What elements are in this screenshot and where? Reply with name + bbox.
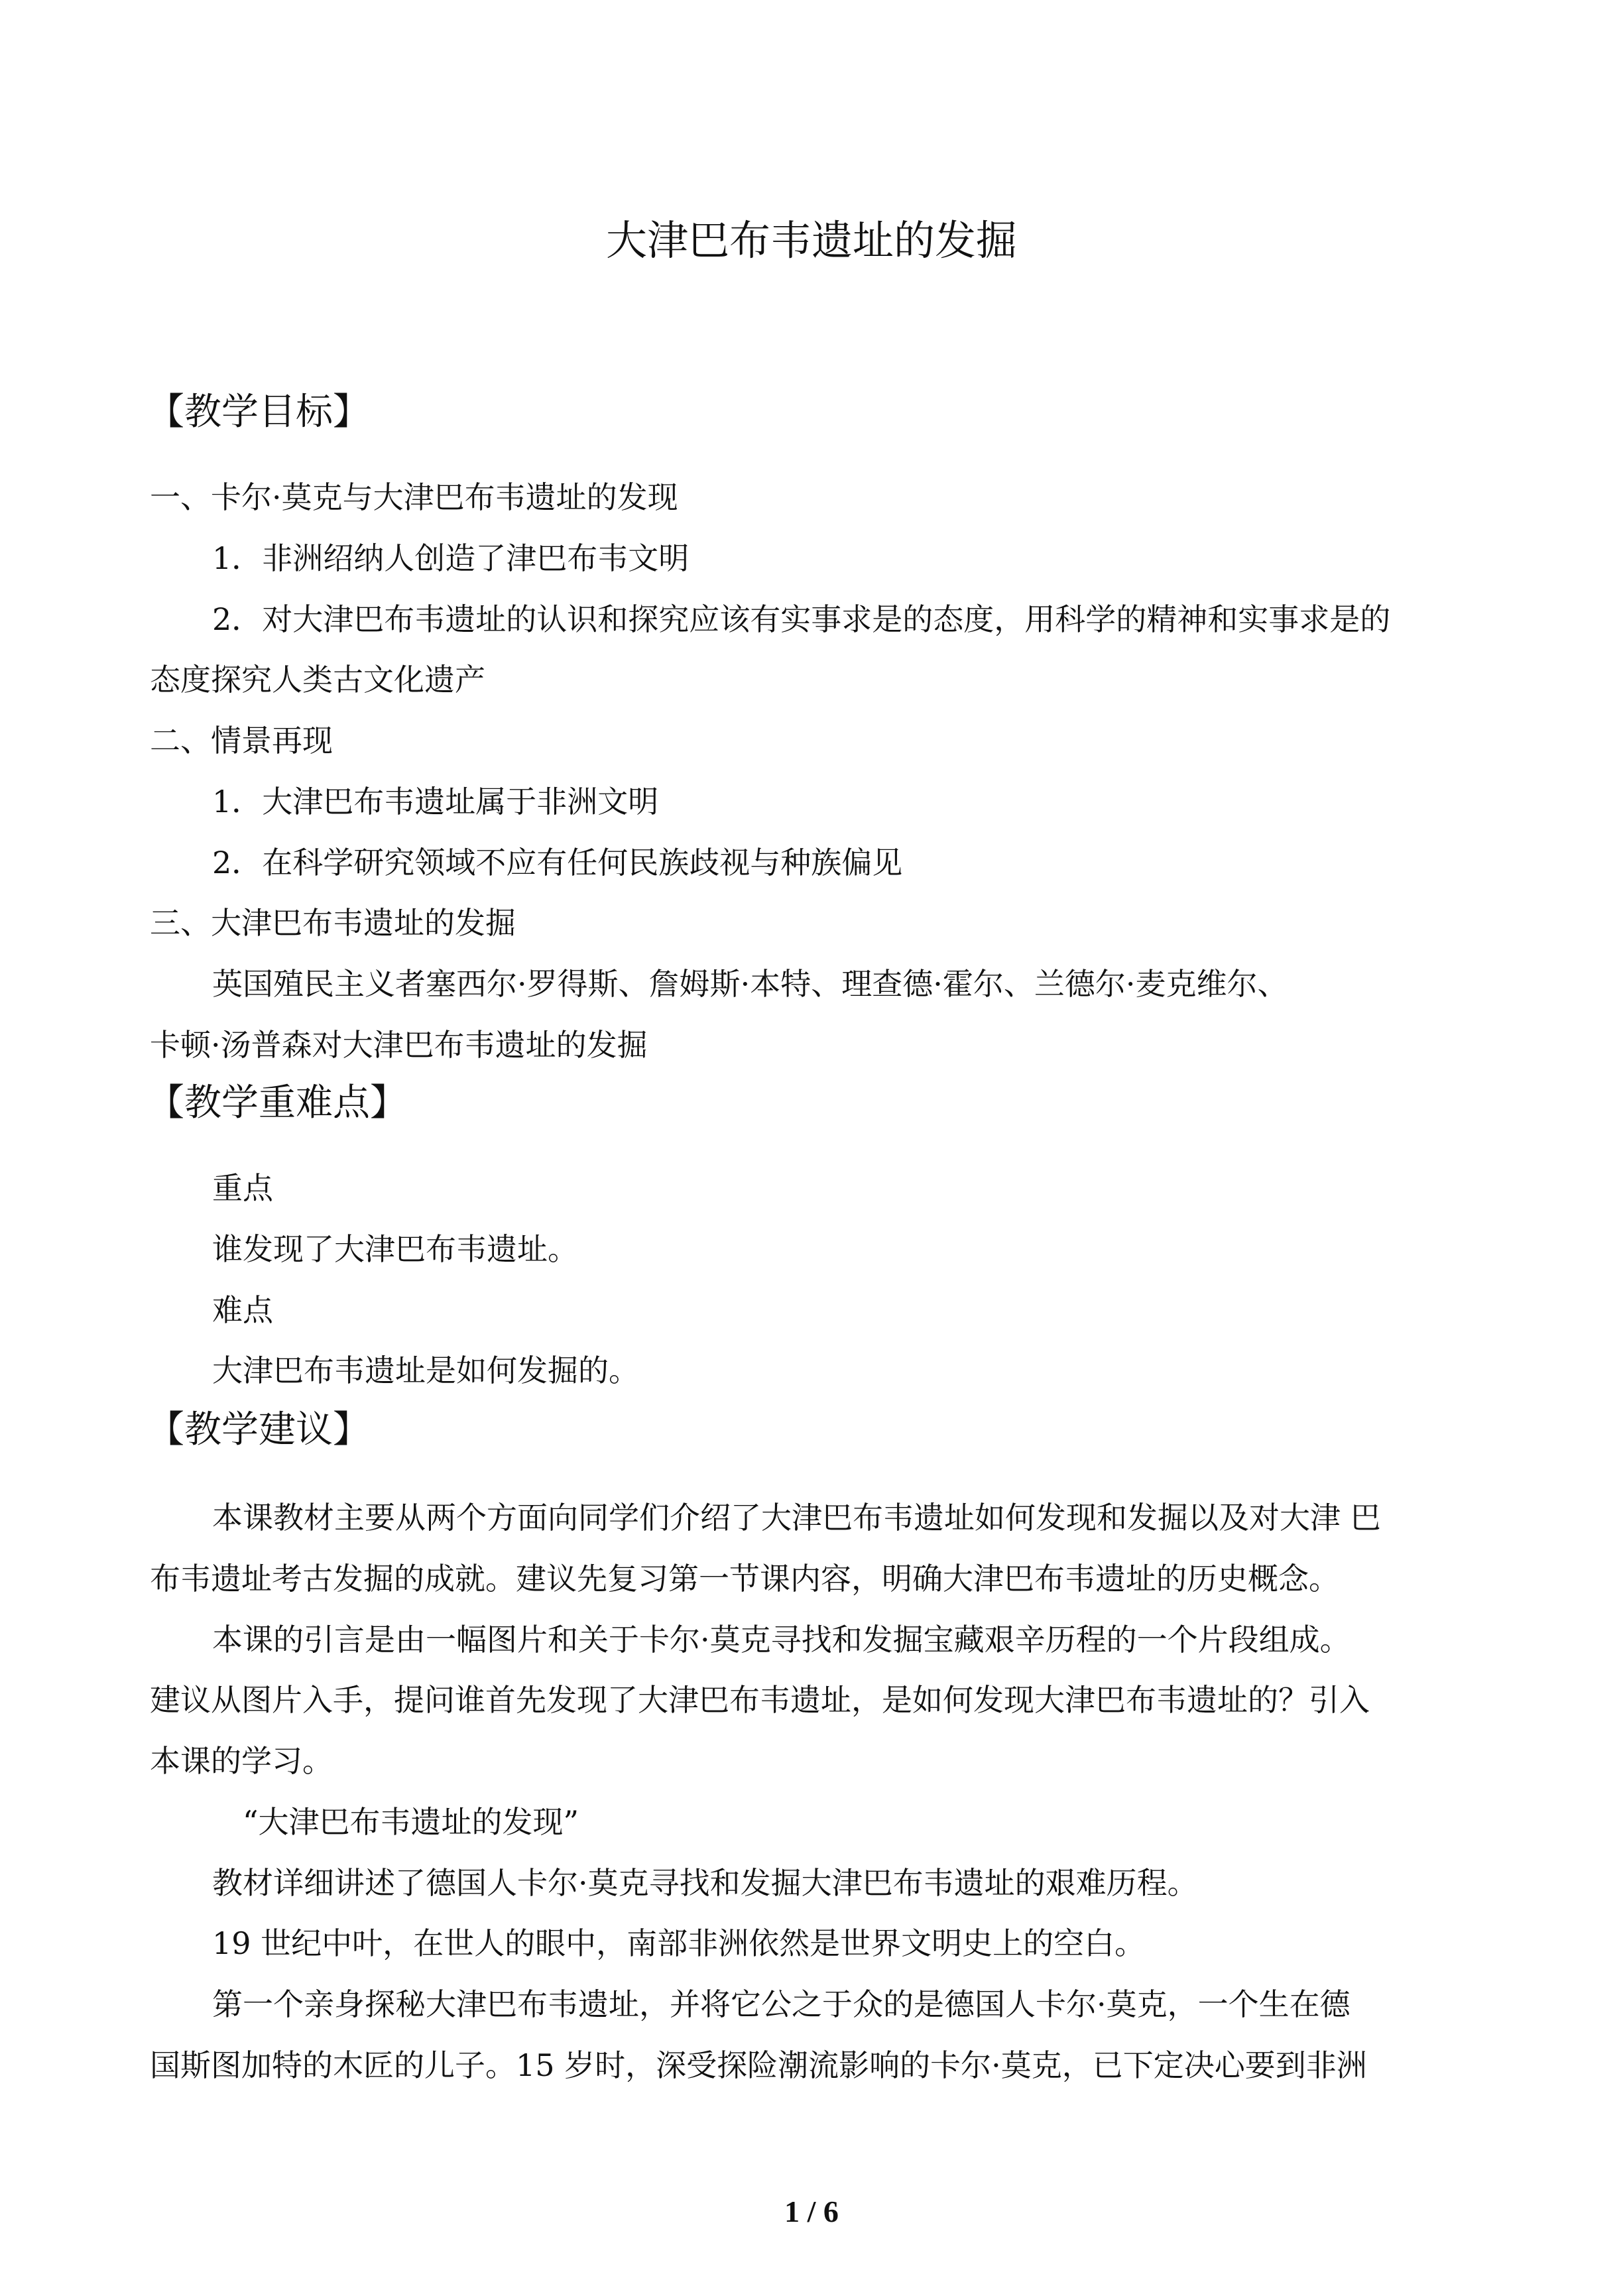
objective-item-1: 一、卡尔·莫克与大津巴布韦遗址的发现 <box>150 479 678 515</box>
page-number: 1 / 6 <box>784 2195 839 2228</box>
heading-key-points: 【教学重难点】 <box>147 1081 407 1124</box>
suggestion-paragraph-1-line-1: 本课教材主要从两个方面向同学们介绍了大津巴布韦遗址如何发现和发掘以及对大津 巴 <box>212 1500 1381 1536</box>
objective-item-3: 三、大津巴布韦遗址的发掘 <box>150 905 516 941</box>
suggestion-paragraph-5-line-1: 第一个亲身探秘大津巴布韦遗址，并将它公之于众的是德国人卡尔·莫克，一个生在德 <box>212 1986 1351 2022</box>
objective-item-1-sub-2-line-1: 2．对大津巴布韦遗址的认识和探究应该有实事求是的态度，用科学的精神和实事求是的 <box>212 601 1391 637</box>
document-title: 大津巴布韦遗址的发掘 <box>605 216 1017 265</box>
objective-item-2: 二、情景再现 <box>150 723 333 758</box>
objective-item-2-sub-1: 1．大津巴布韦遗址属于非洲文明 <box>212 784 659 819</box>
suggestion-paragraph-3: 教材详细讲述了德国人卡尔·莫克寻找和发掘大津巴布韦遗址的艰难历程。 <box>212 1865 1198 1901</box>
suggestion-paragraph-5-line-2: 国斯图加特的木匠的儿子。15 岁时，深受探险潮流影响的卡尔·莫克，已下定决心要到非洲 <box>150 2047 1367 2083</box>
objective-item-3-text-line-2: 卡顿·汤普森对大津巴布韦遗址的发掘 <box>150 1027 648 1063</box>
suggestion-paragraph-4: 19 世纪中叶，在世人的眼中，南部非洲依然是世界文明史上的空白。 <box>212 1925 1146 1961</box>
key-point-text: 谁发现了大津巴布韦遗址。 <box>212 1231 578 1267</box>
objective-item-3-text-line-1: 英国殖民主义者塞西尔·罗得斯、詹姆斯·本特、理查德·霍尔、兰德尔·麦克维尔、 <box>212 966 1288 1002</box>
objective-item-1-sub-2-line-2: 态度探究人类古文化遗产 <box>150 662 485 697</box>
suggestion-paragraph-1-line-2: 布韦遗址考古发掘的成就。建议先复习第一节课内容，明确大津巴布韦遗址的历史概念。 <box>150 1561 1339 1597</box>
suggestion-paragraph-2-line-2: 建议从图片入手，提问谁首先发现了大津巴布韦遗址，是如何发现大津巴布韦遗址的？引入 <box>150 1682 1370 1718</box>
difficult-point-label: 难点 <box>212 1292 273 1328</box>
objective-item-2-sub-2: 2．在科学研究领域不应有任何民族歧视与种族偏见 <box>212 845 903 880</box>
key-point-label: 重点 <box>212 1170 273 1206</box>
suggestion-paragraph-2-line-3: 本课的学习。 <box>150 1743 333 1779</box>
suggestion-paragraph-2-line-1: 本课的引言是由一幅图片和关于卡尔·莫克寻找和发掘宝藏艰辛历程的一个片段组成。 <box>212 1622 1351 1658</box>
difficult-point-text: 大津巴布韦遗址是如何发掘的。 <box>212 1353 639 1388</box>
suggestion-quote-heading: “大津巴布韦遗址的发现” <box>243 1804 579 1840</box>
heading-teaching-suggestions: 【教学建议】 <box>147 1408 370 1451</box>
objective-item-1-sub-1: 1．非洲绍纳人创造了津巴布韦文明 <box>212 540 690 576</box>
heading-teaching-objectives: 【教学目标】 <box>147 391 370 434</box>
